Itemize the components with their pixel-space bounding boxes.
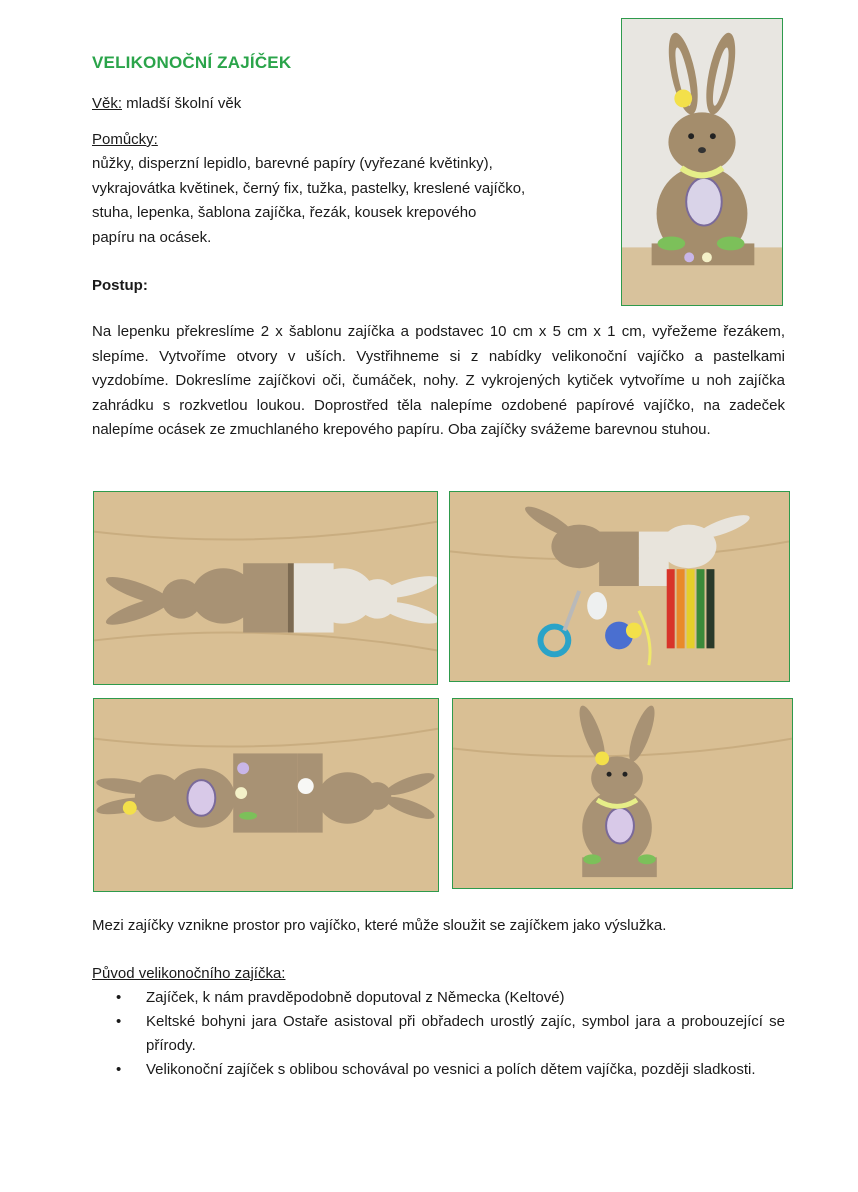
tools-line: papíru na ocásek. [92,229,212,246]
flat-cutouts-photo [93,491,438,685]
bullet-icon: • [116,1061,122,1078]
tools-line: vykrajovátka květinek, černý fix, tužka, pastelky, kreslené vajíčko, [92,180,526,197]
finished-bunny-image [622,19,782,305]
tools-label: Pomůcky: [92,131,158,148]
standing-bunny-image [453,699,792,888]
list-item [92,986,785,1010]
list-item-text: Zajíček, k nám pravděpodobně doputoval z Německa (Keltové) [146,989,565,1006]
list-item-text: Keltské bohyni jara Ostaře asistoval při obřadech urostlý zajíc, symbol jara a probouzející se přírody. [146,1013,785,1054]
tools-line: stuha, lepenka, šablona zajíčka, řezák, kousek krepového [92,204,477,221]
bullet-icon: • [116,1013,122,1030]
flat-cutouts-image [94,492,437,684]
materials-photo [449,491,790,682]
finished-bunny-photo [621,18,783,306]
note-text: Mezi zajíčky vznikne prostor pro vajíčko, které může sloužit se zajíčkem jako výslužka. [92,917,667,934]
decorated-flat-image [94,699,438,891]
origin-list [92,986,785,1082]
materials-image [450,492,789,681]
decorated-flat-photo [93,698,439,892]
procedure-text: Na lepenku překreslíme 2 x šablonu zajíčka a podstavec 10 cm x 5 cm x 1 cm, vyřežeme řezákem, slepíme. Vytvoříme otvory v uších. Vystřihneme si z nabídky velikonoční vajíčko a pastelkami vyzdobíme. Dokreslíme zajíčkovi oči, čumáček, nohy. Z vykrojených kytiček vytvoříme u noh zajíčka zahrádku s rozkvetlou loukou. Doprostřed těla nalepíme ozdobené papírové vajíčko, na zadeček nalepíme ocásek ze zmuchlaného krepového papíru. Oba zajíčky svážeme barevnou stuhou. [92,323,785,438]
procedure-label: Postup: [92,277,148,294]
tools-line: nůžky, disperzní lepidlo, barevné papíry (vyřezané květinky), [92,155,493,172]
bullet-icon: • [116,989,122,1006]
page-title: VELIKONOČNÍ ZAJÍČEK [92,53,292,72]
list-item [92,1058,785,1082]
origin-label: Původ velikonočního zajíčka: [92,965,286,982]
age-line [92,92,241,116]
age-label: Věk: [92,95,123,112]
list-item [92,1010,785,1058]
list-item-text: Velikonoční zajíček s oblibou schovával po vesnici a polích dětem vajíčka, později sladkosti. [146,1061,756,1078]
age-value: mladší školní věk [122,95,242,112]
standing-bunny-photo [452,698,793,889]
